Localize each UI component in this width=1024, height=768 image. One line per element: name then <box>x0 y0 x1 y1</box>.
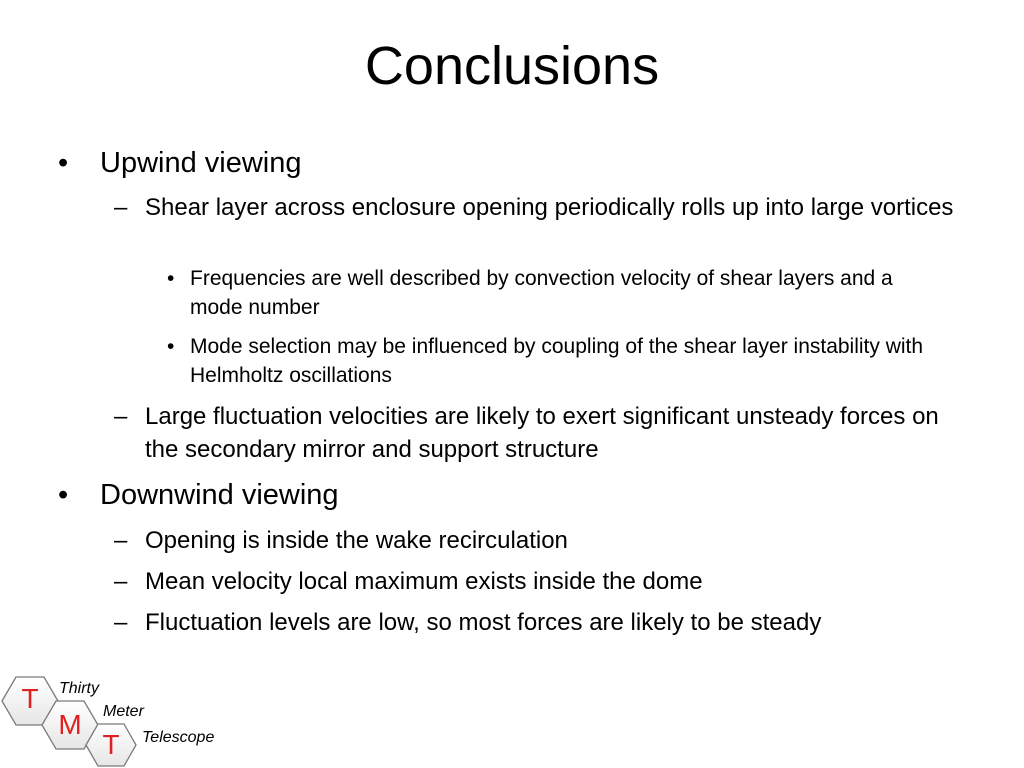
logo-word-meter: Meter <box>103 703 144 720</box>
logo-word-thirty: Thirty <box>59 680 99 697</box>
bullet-upwind-viewing: Upwind viewing <box>100 147 302 179</box>
logo-letter-t1: T <box>21 683 39 714</box>
tmt-logo <box>0 668 240 768</box>
bullet-marker: • <box>167 335 175 358</box>
bullet-marker: • <box>167 267 175 290</box>
logo-letter-m: M <box>58 709 82 740</box>
bullet-marker: • <box>58 479 69 511</box>
dash-marker: – <box>114 527 128 554</box>
slide-title: Conclusions <box>364 36 660 96</box>
sub-sub-bullet-mode-selection: Mode selection may be influenced by coupling of the shear layer instability with Helmholtz oscillations <box>190 335 924 387</box>
sub-bullet-fluctuation-levels: Fluctuation levels are low, so most forces are likely to be steady <box>145 609 822 636</box>
sub-bullet-wake-recirculation: Opening is inside the wake recirculation <box>145 527 568 554</box>
sub-bullet-large-fluctuation: Large fluctuation velocities are likely to exert significant unsteady forces on the secondary mirror and support structure <box>145 403 939 463</box>
bullet-downwind-viewing: Downwind viewing <box>100 479 339 511</box>
bullet-marker: • <box>58 147 69 179</box>
dash-marker: – <box>114 568 128 595</box>
dash-marker: – <box>114 403 128 430</box>
logo-letter-t2: T <box>102 729 120 760</box>
logo-word-telescope: Telescope <box>142 729 215 746</box>
sub-bullet-shear-layer: Shear layer across enclosure opening periodically rolls up into large vortices <box>145 194 954 221</box>
sub-sub-bullet-frequencies: Frequencies are well described by convection velocity of shear layers and a mode number <box>190 267 893 319</box>
dash-marker: – <box>114 194 128 221</box>
dash-marker: – <box>114 609 128 636</box>
sub-bullet-mean-velocity: Mean velocity local maximum exists inside the dome <box>145 568 703 595</box>
